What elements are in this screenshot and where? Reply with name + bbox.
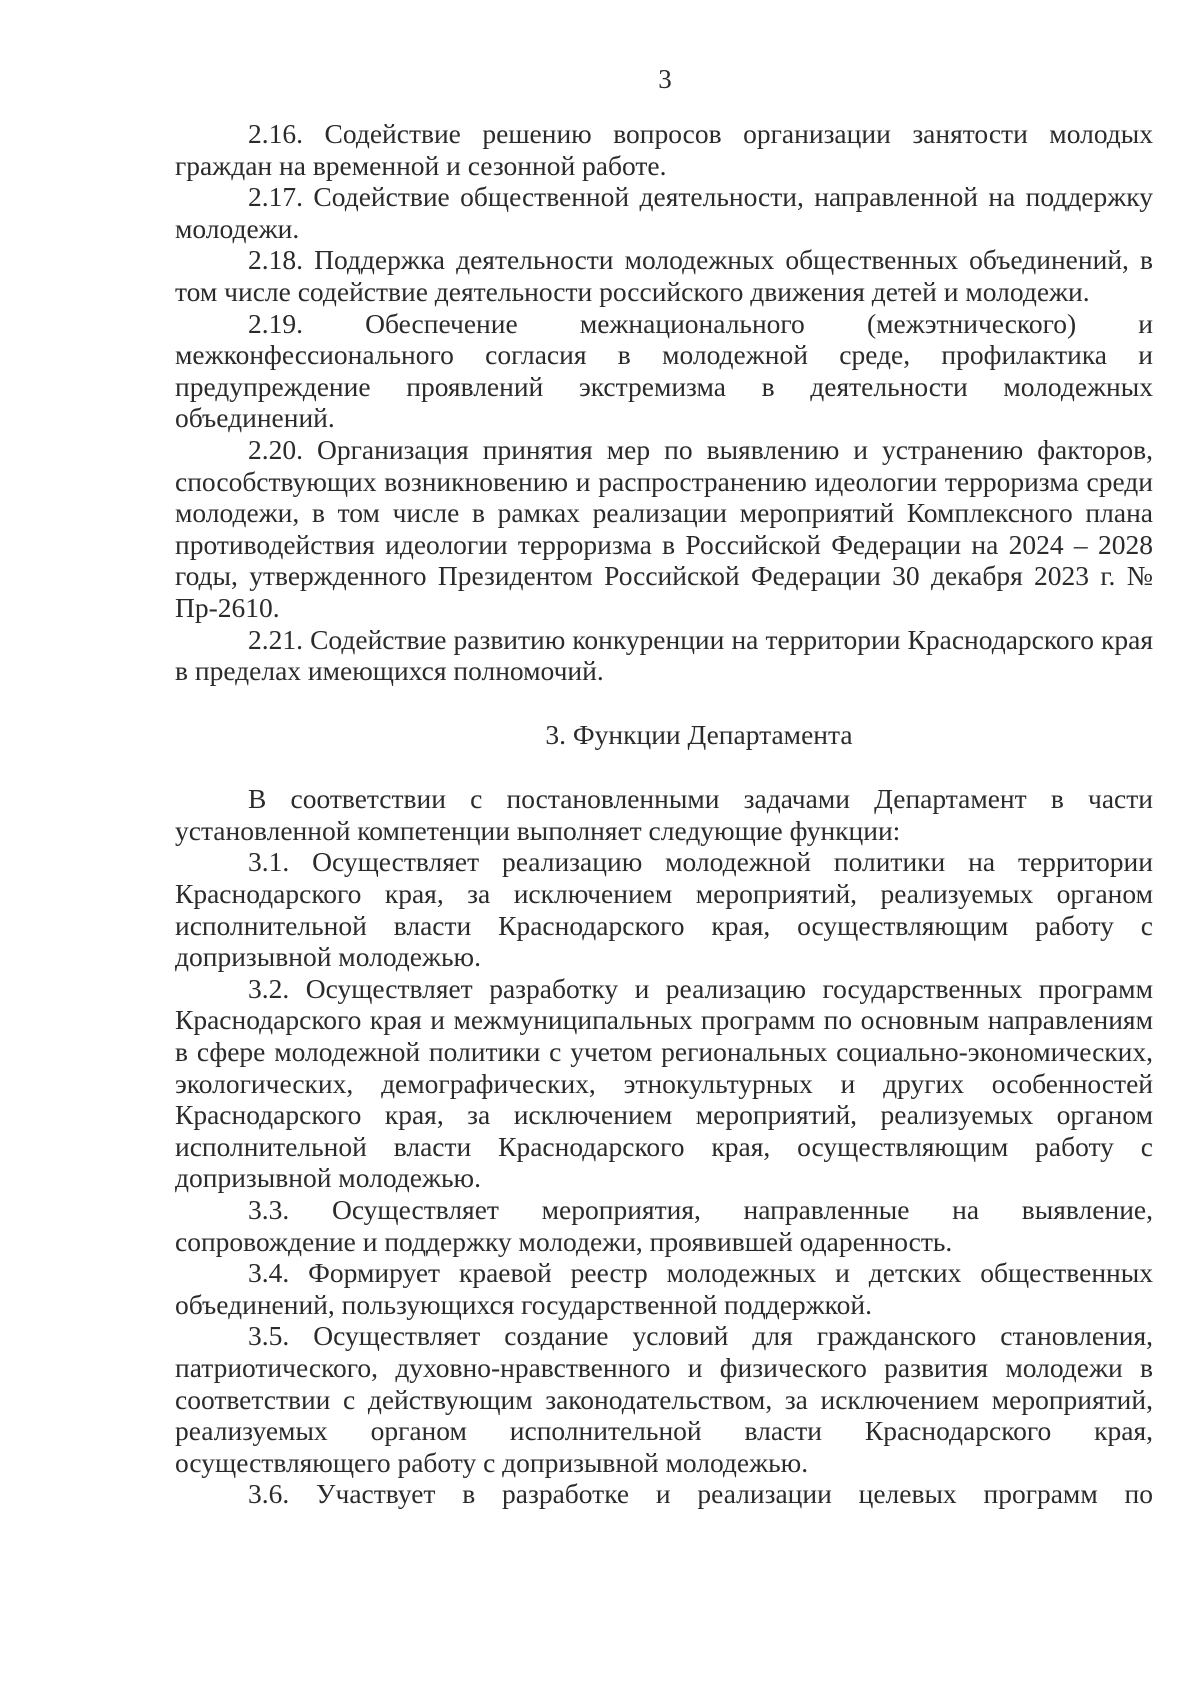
paragraph-2-18: 2.18. Поддержка деятельности молодежных общественных объединений, в том числе содействие деятельности российского движения детей и молодежи. — [175, 244, 1153, 307]
paragraph-2-20: 2.20. Организация принятия мер по выявлению и устранению факторов, способствующих возникновению и распространению идеологии терроризма среди молодежи, в том числе в рамках реализации мероприятий Комплексного плана противодействия идеологии терроризма в Российской Федерации на 2024 – 2028 годы, утвержденного Президентом Российской Федерации 30 декабря 2023 г. № Пр-2610. — [175, 433, 1153, 623]
page-number: 3 — [658, 64, 672, 94]
paragraph-3-3: 3.3. Осуществляет мероприятия, направленные на выявление, сопровождение и поддержку молодежи, проявившей одаренность. — [175, 1194, 1153, 1257]
paragraph-3-6: 3.6. Участвует в разработке и реализации целевых программ по — [248, 1478, 1153, 1510]
paragraph-3-4: 3.4. Формирует краевой реестр молодежных и детских общественных объединений, пользующихся государственной поддержкой. — [175, 1257, 1153, 1320]
paragraph-3-5: 3.5. Осуществляет создание условий для гражданского становления, патриотического, духовно-нравственного и физического развития молодежи в соответствии с действующим законодательством, за исключением мероприятий, реализуемых органом исполнительной власти Краснодарского края, осуществляющего работу с допризывной молодежью. — [175, 1320, 1153, 1478]
paragraph-2-17: 2.17. Содействие общественной деятельности, направленной на поддержку молодежи. — [175, 181, 1153, 244]
paragraph-3-1: 3.1. Осуществляет реализацию молодежной политики на территории Краснодарского края, за исключением мероприятий, реализуемых органом исполнительной власти Краснодарского края, осуществляющим работу с допризывной молодежью. — [175, 846, 1153, 973]
paragraph-2-16: 2.16. Содействие решению вопросов организации занятости молодых граждан на временной и сезонной работе. — [175, 118, 1153, 181]
paragraph-3-2: 3.2. Осуществляет разработку и реализацию государственных программ Краснодарского края и межмуниципальных программ по основным направлениям в сфере молодежной политики с учетом региональных социально-экономических, экологических, демографических, этнокультурных и других особенностей Краснодарского края, за исключением мероприятий, реализуемых органом исполнительной власти Краснодарского края, осуществляющим работу с допризывной молодежью. — [175, 972, 1153, 1194]
paragraph-intro: В соответствии с постановленными задачами Департамент в части установленной компетенции выполняет следующие функции: — [175, 783, 1153, 846]
paragraph-2-19: 2.19. Обеспечение межнационального (межэтнического) и межконфессионального согласия в молодежной среде, профилактика и предупреждение проявлений экстремизма в деятельности молодежных объединений. — [175, 307, 1153, 434]
section-heading: 3. Функции Департамента — [545, 718, 853, 750]
paragraph-2-21: 2.21. Содействие развитию конкуренции на территории Краснодарского края в пределах имеющихся полномочий. — [175, 623, 1153, 687]
document-body — [175, 118, 1153, 1510]
